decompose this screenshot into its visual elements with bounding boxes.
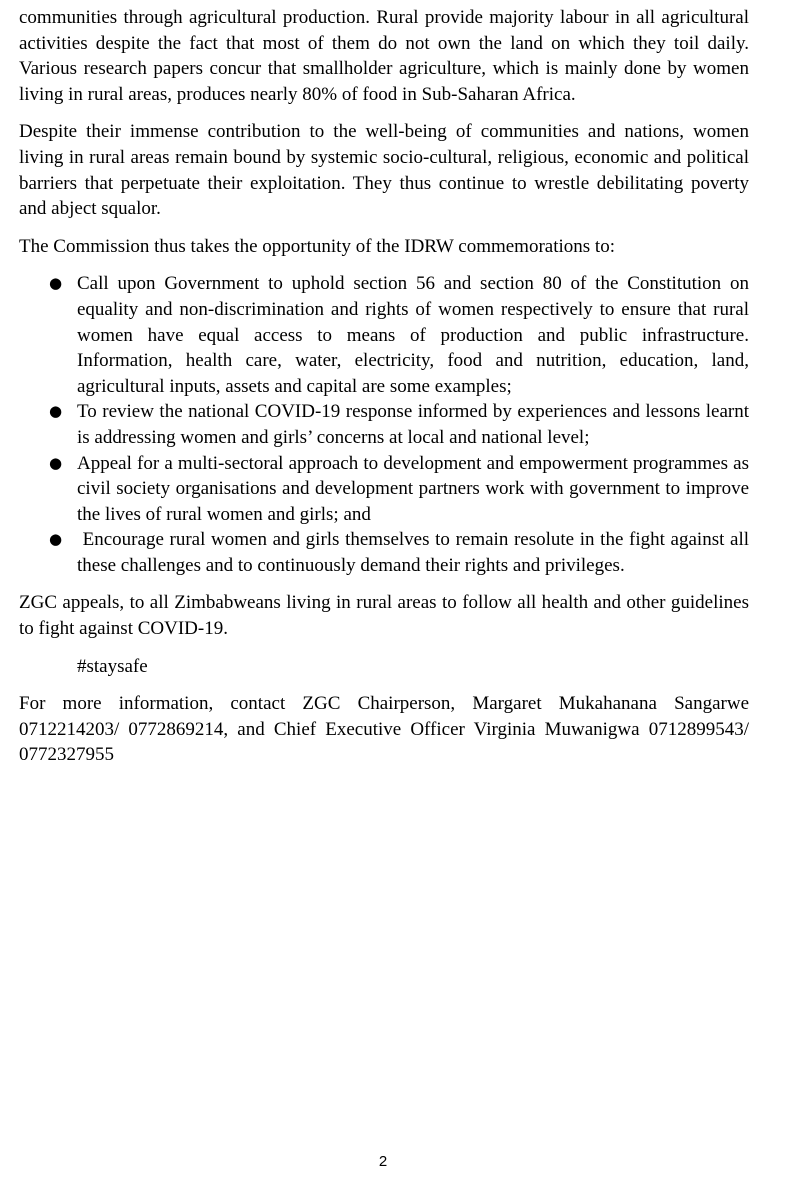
list-item <box>19 399 749 450</box>
bullet-text: To review the national COVID-19 response informed by experiences and lessons learnt is addressing women and girls’ concerns at local and national level; <box>77 401 749 448</box>
paragraph-barriers: Despite their immense contribution to the well-being of communities and nations, women living in rural areas remain bound by systemic socio-cultural, religious, economic and political barriers that perpetuate their exploitation. They thus continue to wrestle debilitating poverty and abject squalor. <box>19 121 749 220</box>
list-item <box>19 527 754 578</box>
bullet-text: Appeal for a multi-sectoral approach to development and empowerment programmes as civil society organisations and development partners work with government to improve the lives of rural women and girls; and <box>77 452 749 525</box>
paragraph-contact-info: For more information, contact ZGC Chairperson, Margaret Mukahanana Sangarwe 0712214203/ 0772869214, and Chief Executive Officer Virginia Muwanigwa 0712899543/ 0772327955 <box>19 693 749 766</box>
paragraph-zgc-appeal: ZGC appeals, to all Zimbabweans living in rural areas to follow all health and other guidelines to fight against COVID-19. <box>19 592 749 640</box>
bullet-text: Encourage rural women and girls themselves to remain resolute in the fight against all these challenges and to continuously demand their rights and privileges. <box>77 529 754 576</box>
bullet-icon: ● <box>49 530 63 549</box>
bullet-icon: ● <box>49 402 63 421</box>
list-item <box>19 451 749 528</box>
bullet-icon: ● <box>49 274 63 293</box>
commission-actions-list <box>19 271 754 578</box>
paragraph-commission-intro: The Commission thus takes the opportunity of the IDRW commemorations to: <box>19 235 615 257</box>
page-number: 2 <box>378 1153 388 1170</box>
document-page <box>19 5 754 780</box>
paragraph-rural-labour: communities through agricultural production. Rural provide majority labour in all agricultural activities despite the fact that most of them do not own the land on which they toil daily. Various research papers concur that smallholder agriculture, which is mainly done by women living in rural areas, produces nearly 80% of food in Sub-Saharan Africa. <box>19 7 749 105</box>
bullet-icon: ● <box>49 453 63 472</box>
bullet-text: Call upon Government to uphold section 56 and section 80 of the Constitution on equality and non-discrimination and rights of women respectively to ensure that rural women have equal access to means of production and public infrastructure. Information, health care, water, electricity, food and nutrition, education, land, agricultural inputs, assets and capital are some examples; <box>77 273 749 397</box>
list-item <box>19 271 749 399</box>
hashtag-staysafe: #staysafe <box>77 655 148 677</box>
